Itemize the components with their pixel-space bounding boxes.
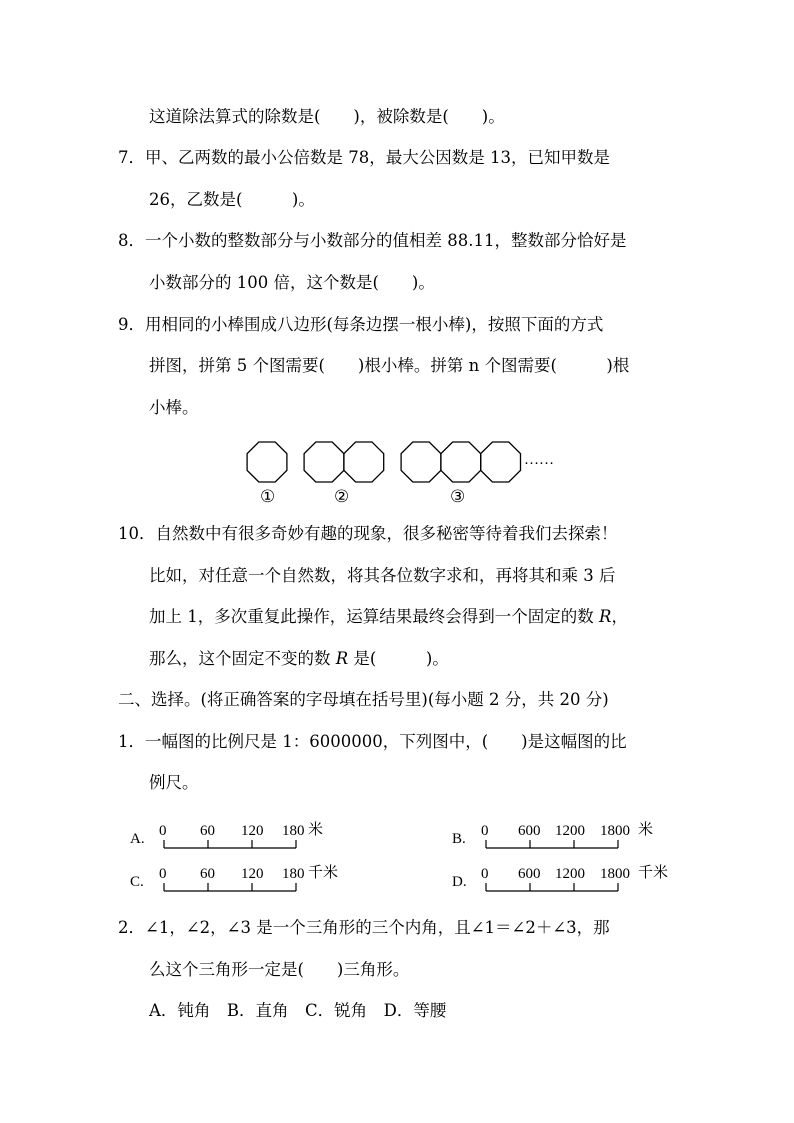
c1-line1: 1．一幅图的比例尺是 1：6000000，下列图中，( )是这幅图的比 bbox=[118, 732, 627, 751]
tick-label: 120 bbox=[241, 823, 264, 839]
tick-label: 60 bbox=[200, 866, 215, 882]
section2-heading: 二、选择。(将正确答案的字母填在括号里)(每小题 2 分，共 20 分) bbox=[118, 690, 609, 709]
tick-label: 1800 bbox=[600, 823, 630, 839]
octagon-1 bbox=[247, 442, 287, 482]
q6-line2: 这道除法算式的除数是( )，被除数是( )。 bbox=[149, 107, 505, 126]
scale-option-b bbox=[450, 818, 690, 854]
scale-option-d bbox=[450, 861, 700, 897]
scale-option-a bbox=[128, 818, 348, 854]
unit-label: 千米 bbox=[308, 865, 339, 881]
q10-line1: 10．自然数中有很多奇妙有趣的现象，很多秘密等待着我们去探索！ bbox=[118, 524, 618, 543]
tick-label: 0 bbox=[481, 866, 489, 882]
tick-label: 1800 bbox=[600, 866, 630, 882]
c2-line1: 2．∠1，∠2，∠3 是一个三角形的三个内角，且∠1＝∠2＋∠3，那 bbox=[118, 918, 610, 937]
tick-label: 0 bbox=[481, 823, 489, 839]
octagon-3a bbox=[401, 442, 441, 482]
q10-line2: 比如，对任意一个自然数，将其各位数字求和，再将其和乘 3 后 bbox=[149, 566, 616, 585]
q10-line4: 那么，这个固定不变的数 R 是( )。 bbox=[149, 649, 449, 668]
tick-label: 180 bbox=[282, 866, 305, 882]
q10-line3: 加上 1，多次重复此操作，运算结果最终会得到一个固定的数 R， bbox=[149, 607, 628, 626]
c2-choices: A．钝角 B．直角 C．锐角 D．等腰 bbox=[149, 1001, 447, 1020]
figure-ellipsis: …… bbox=[524, 452, 554, 468]
unit-label: 米 bbox=[308, 822, 324, 838]
figure-label-2: ② bbox=[334, 487, 350, 506]
tick-label: 180 bbox=[282, 823, 305, 839]
q7-line2: 26，乙数是( )。 bbox=[149, 190, 315, 209]
q9-line2: 拼图，拼第 5 个图需要( )根小棒。拼第 n 个图需要( )根 bbox=[149, 356, 630, 375]
c1-line2: 例尺。 bbox=[149, 773, 199, 792]
option-letter: D. bbox=[452, 874, 467, 890]
tick-label: 1200 bbox=[555, 823, 585, 839]
figure-label-3: ③ bbox=[450, 487, 466, 506]
option-letter: A. bbox=[130, 831, 145, 847]
unit-label: 千米 bbox=[638, 865, 669, 881]
q9-line3: 小棒。 bbox=[149, 398, 199, 417]
option-letter: C. bbox=[130, 874, 144, 890]
tick-label: 120 bbox=[241, 866, 264, 882]
tick-label: 1200 bbox=[555, 866, 585, 882]
figure-label-1: ① bbox=[260, 487, 276, 506]
octagon-figure bbox=[238, 432, 578, 512]
tick-label: 0 bbox=[159, 823, 167, 839]
c2-line2: 么这个三角形一定是( )三角形。 bbox=[149, 960, 410, 979]
unit-label: 米 bbox=[638, 822, 654, 838]
tick-label: 0 bbox=[159, 866, 167, 882]
option-letter: B. bbox=[452, 831, 466, 847]
octagon-2a bbox=[304, 442, 344, 482]
scale-option-c bbox=[128, 861, 358, 897]
tick-label: 600 bbox=[518, 866, 541, 882]
tick-label: 60 bbox=[200, 823, 215, 839]
octagon-3c bbox=[481, 442, 521, 482]
q8-line1: 8．一个小数的整数部分与小数部分的值相差 88.11，整数部分恰好是 bbox=[118, 231, 627, 250]
tick-label: 600 bbox=[518, 823, 541, 839]
q8-line2: 小数部分的 100 倍，这个数是( )。 bbox=[149, 273, 435, 292]
octagon-3b bbox=[441, 442, 481, 482]
q9-line1: 9．用相同的小棒围成八边形(每条边摆一根小棒)，按照下面的方式 bbox=[118, 315, 604, 334]
octagon-2b bbox=[344, 442, 384, 482]
q7-line1: 7．甲、乙两数的最小公倍数是 78，最大公因数是 13，已知甲数是 bbox=[118, 148, 610, 167]
